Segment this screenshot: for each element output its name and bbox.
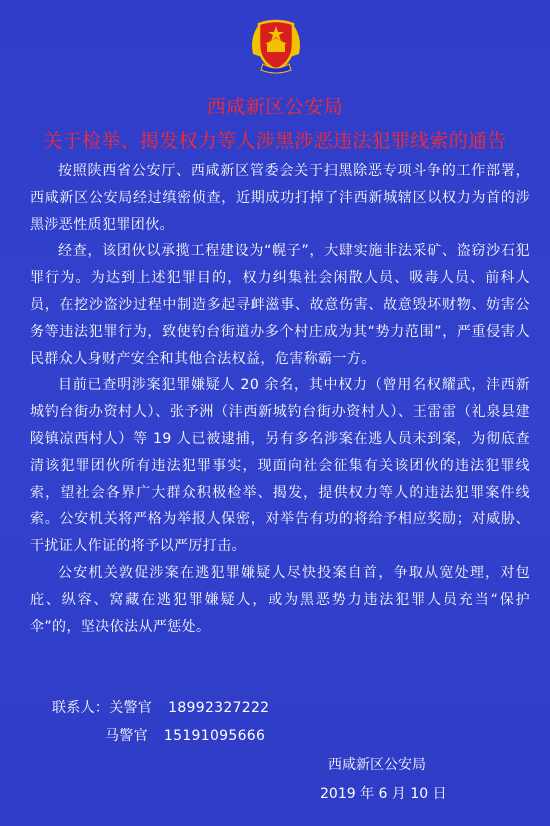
notice-paragraph: 按照陕西省公安厅、西咸新区管委会关于扫黑除恶专项斗争的工作部署，西咸新区公安局经过缜密侦查，近期成功打掉了沣西新城辖区以权力为首的涉黑涉恶性质犯罪团伙。 xyxy=(30,163,530,233)
notice-paragraph: 目前已查明涉案犯罪嫌疑人 20 余名，其中权力（曾用名权耀武，沣西新城钓台街办资村人）、张予洲（沣西新城钓台街办资村人）、王雷雷（礼泉县建陵镇凉西村人）等 19 人已被逮捕，另有多名涉案在逃人员未到案，为彻底查清该犯罪团伙所有违法犯罪事实，现面向社会征集有关该团伙的违法犯罪线索，望社会各界广大群众积极检举、揭发，提供权力等人的违法犯罪案件线索。公安机关将严格为举报人保密，对举告有功的将给予相应奖励；对威胁、干扰证人作证的将予以严厉打击。 xyxy=(30,377,530,555)
notice-title-org: 西咸新区公安局 xyxy=(206,96,344,118)
contact-line xyxy=(105,725,265,745)
notice-paragraph: 经查，该团伙以承揽工程建设为“幌子”，大肆实施非法采矿、盗窃沙石犯罪行为。为达到上述犯罪目的，权力纠集社会闲散人员、吸毒人员、前科人员，在挖沙盗沙过程中制造多起寻衅滋事、故意伤害、故意毁坏财物、妨害公务等违法犯罪行为，致使钓台街道办多个村庄成为其“势力范围”，严重侵害人民群众人身财产安全和其他合法权益，危害称霸一方。 xyxy=(30,243,530,367)
notice-title: 关于检举、揭发权力等人涉黑涉恶违法犯罪线索的通告 xyxy=(43,130,507,152)
contact-phone: 15191095666 xyxy=(163,728,266,744)
notice-body xyxy=(30,158,530,640)
contact-name: 关警官 xyxy=(109,700,153,716)
signature-date: 2019 年 6 月 10 日 xyxy=(320,786,447,802)
contact-phone: 18992327222 xyxy=(168,700,270,716)
signature-org: 西咸新区公安局 xyxy=(328,757,426,773)
contact-name: 马警官 xyxy=(105,728,148,744)
notice-paragraph: 公安机关敦促涉案在逃犯罪嫌疑人尽快投案自首，争取从宽处理，对包庇、纵容、窝藏在逃犯罪嫌疑人，或为黑恶势力违法犯罪人员充当“保护伞”的，坚决依法从严惩处。 xyxy=(30,564,530,635)
contact-line xyxy=(52,697,269,717)
contact-label: 联系人： xyxy=(52,700,110,716)
police-emblem-icon xyxy=(245,14,307,76)
